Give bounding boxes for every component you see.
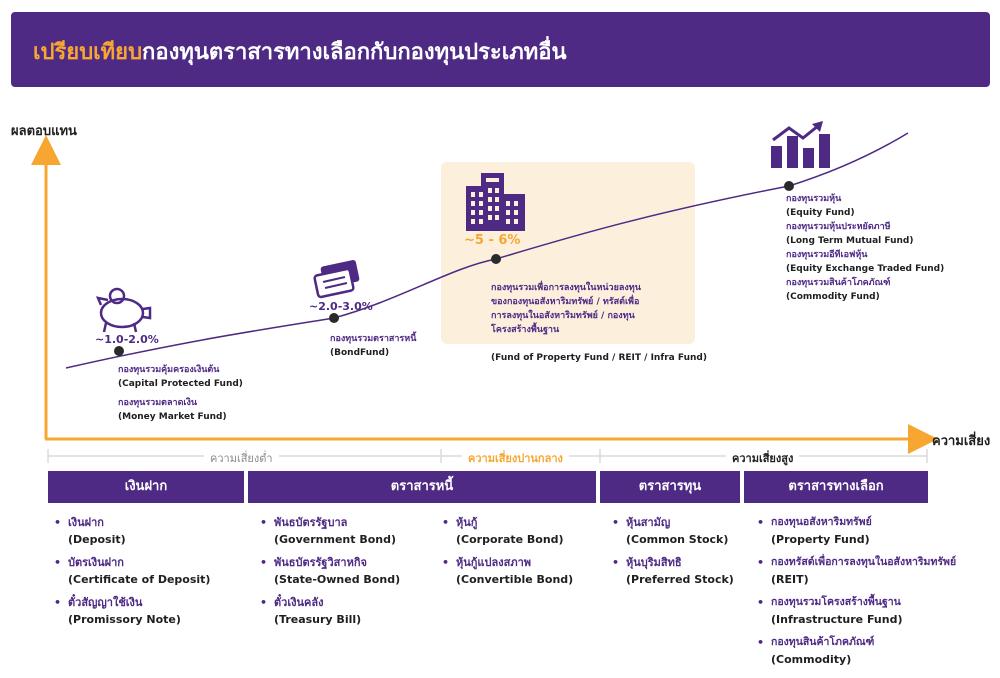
category-header-deposit: เงินฝาก: [48, 471, 244, 503]
risk-label-high: ความเสี่ยงสูง: [726, 449, 799, 467]
fund-group-low: [118, 363, 243, 424]
title-rest: กองทุนตราสารทางเลือกกับกองทุนประเภทอื่น: [142, 40, 567, 65]
curve-point-4: [784, 181, 794, 191]
fund-name-en: (Capital Protected Fund): [118, 379, 243, 389]
fund-name-en: (Money Market Fund): [118, 412, 227, 422]
list-item: • กองทุนสินค้าโภคภัณฑ์ (Commodity): [757, 636, 875, 666]
list-item: • กองทุนอสังหาริมทรัพย์ (Property Fund): [757, 516, 872, 546]
title-highlight: เปรียบเทียบ: [33, 40, 143, 65]
fund-name-th: กองทุนรวมคุ้มครองเงินต้น: [118, 365, 220, 375]
curve-point-1: [114, 346, 124, 356]
list-item: • หุ้นกู้แปลงสภาพ (Convertible Bond): [442, 556, 574, 586]
piggy-bank-icon: [98, 289, 150, 332]
return-label-2: ~2.0-3.0%: [309, 300, 373, 313]
curve-point-3: [491, 254, 501, 264]
list-item: • ตั๋วสัญญาใช้เงิน (Promissory Note): [54, 596, 181, 626]
fund-group-high: [786, 192, 944, 304]
risk-label-low: ความเสี่ยงต่ำ: [204, 449, 279, 467]
category-list-debt-col2: [442, 514, 573, 594]
fund-name-th: กองทุนรวมหุ้นประหยัดภาษี: [786, 222, 891, 232]
fund-name-th: กองทุนรวมสินค้าโภคภัณฑ์: [786, 278, 891, 288]
fund-name-th: กองทุนรวมเพื่อการลงทุนในหน่วยลงทุน ของกองทุนอสังหาริมทรัพย์ / ทรัสต์เพื่อ การลงทุนในอสังหาริมทรัพย์ / กองทุน โครงสร้างพื้นฐาน: [491, 283, 641, 335]
list-item: • กองทรัสต์เพื่อการลงทุนในอสังหาริมทรัพย์ (REIT): [757, 556, 957, 586]
building-icon: [466, 173, 525, 231]
fund-name-th: กองทุนรวมหุ้น: [786, 194, 842, 204]
return-label-1: ~1.0-2.0%: [95, 333, 159, 346]
fund-name-en: (Long Term Mutual Fund): [786, 236, 914, 246]
list-item: • หุ้นบุริมสิทธิ (Preferred Stock): [612, 556, 734, 586]
fund-name-en: (Fund of Property Fund / REIT / Infra Fund): [491, 353, 707, 363]
list-item: • กองทุนรวมโครงสร้างพื้นฐาน (Infrastructure Fund): [757, 596, 903, 626]
curve-point-2: [329, 313, 339, 323]
category-header-alternative: ตราสารทางเลือก: [744, 471, 928, 503]
fund-name-en: (Commodity Fund): [786, 292, 880, 302]
list-item: • หุ้นสามัญ (Common Stock): [612, 516, 729, 546]
category-list-equity: [612, 514, 734, 594]
bond-certificate-icon: [314, 259, 360, 297]
category-list-debt-col1: [260, 514, 400, 634]
fund-group-medium: [491, 267, 707, 379]
return-curve: [66, 133, 908, 368]
category-header-equity: ตราสารทุน: [600, 471, 740, 503]
fund-name-en: (Equity Fund): [786, 208, 855, 218]
list-item: • พันธบัตรรัฐบาล (Government Bond): [260, 516, 397, 546]
list-item: • ตั๋วเงินคลัง (Treasury Bill): [260, 596, 362, 626]
fund-name-th: กองทุนรวมตราสารหนี้: [330, 334, 417, 344]
list-item: • บัตรเงินฝาก (Certificate of Deposit): [54, 556, 211, 586]
x-axis-label: ความเสี่ยง: [932, 434, 991, 449]
list-item: • เงินฝาก (Deposit): [54, 516, 126, 546]
return-label-3: ~5 - 6%: [464, 233, 521, 248]
category-header-debt: ตราสารหนี้: [248, 471, 596, 503]
category-list-alternative: [757, 514, 956, 674]
fund-name-th: กองทุนรวมอีทีเอฟหุ้น: [786, 250, 868, 260]
category-list-deposit: [54, 514, 210, 634]
fund-name-th: กองทุนรวมตลาดเงิน: [118, 398, 198, 408]
fund-name-en: (Equity Exchange Traded Fund): [786, 264, 945, 274]
growth-chart-icon: [771, 121, 830, 168]
fund-name-en: (BondFund): [330, 348, 390, 358]
list-item: • พันธบัตรรัฐวิสาหกิจ (State-Owned Bond): [260, 556, 401, 586]
list-item: • หุ้นกู้ (Corporate Bond): [442, 516, 564, 546]
risk-label-medium: ความเสี่ยงปานกลาง: [462, 449, 569, 467]
y-axis-label: ผลตอบแทน: [11, 124, 77, 139]
fund-group-bond: [330, 332, 416, 360]
